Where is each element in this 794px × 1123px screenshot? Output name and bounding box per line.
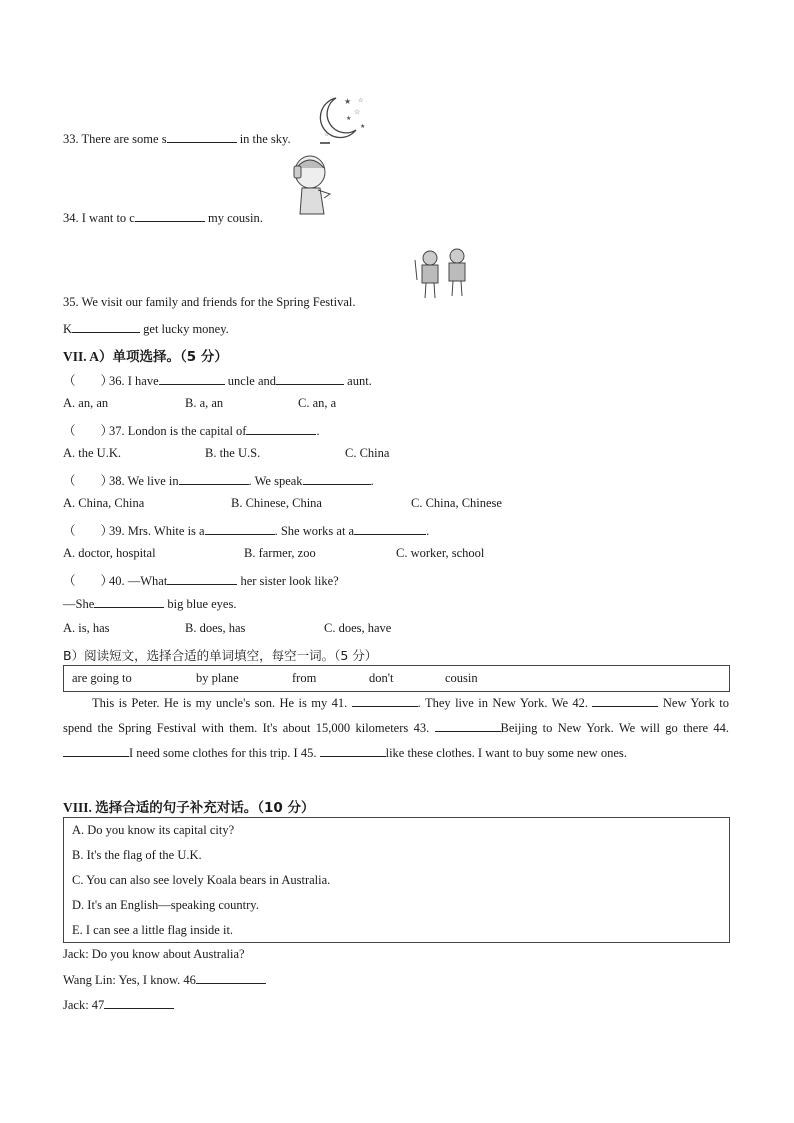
option-a[interactable]: A. an, an — [63, 396, 109, 410]
sentence-option-c: C. You can also see lovely Koala bears in Australia. — [72, 873, 331, 887]
word-box-item: cousin — [445, 671, 478, 685]
answer-blank-47[interactable] — [104, 997, 174, 1009]
section-heading-b: B）阅读短文，选择合适的单词填空，每空一词。（5 分） — [63, 648, 378, 663]
question-36: （ ）36. I have uncle and aunt. — [63, 374, 372, 388]
svg-text:☆: ☆ — [354, 108, 361, 116]
option-a[interactable]: A. doctor, hospital — [63, 546, 156, 560]
question-37: （ ）37. London is the capital of . — [63, 424, 320, 438]
sentence-option-a: A. Do you know its capital city? — [72, 823, 235, 837]
answer-blank[interactable] — [72, 321, 140, 333]
option-b[interactable]: B. does, has — [185, 621, 246, 635]
sentence-option-b: B. It's the flag of the U.K. — [72, 848, 202, 862]
section-heading-viii: VIII. 选择合适的句子补充对话。（10 分） — [63, 800, 315, 816]
word-box-item: don't — [369, 671, 394, 685]
dialog-line-jack-1: Jack: Do you know about Australia? — [63, 947, 245, 961]
dialog-line-wang-lin: Wang Lin: Yes, I know. 46 — [63, 972, 266, 988]
answer-blank[interactable] — [354, 523, 426, 535]
option-a[interactable]: A. is, has — [63, 621, 110, 635]
option-c[interactable]: C. does, have — [324, 621, 392, 635]
sentence-option-e: E. I can see a little flag inside it. — [72, 923, 234, 937]
sentence-options-box — [63, 817, 730, 943]
children-new-year-image — [410, 246, 474, 302]
word-box — [63, 665, 730, 692]
question-40: （ ）40. —What her sister look like? — [63, 574, 339, 588]
answer-blank[interactable] — [167, 131, 237, 143]
option-b[interactable]: B. the U.S. — [205, 446, 261, 460]
word-box-item: are going to — [72, 671, 132, 685]
answer-blank[interactable] — [303, 473, 371, 485]
question-39: （ ）39. Mrs. White is a . She works at a . — [63, 524, 430, 538]
option-b[interactable]: B. farmer, zoo — [244, 546, 316, 560]
option-c[interactable]: C. worker, school — [396, 546, 485, 560]
answer-blank-46[interactable] — [196, 972, 266, 984]
answer-blank-45[interactable] — [320, 745, 386, 757]
question-38: （ ）38. We live in . We speak . — [63, 474, 374, 488]
question-34: 34. I want to c my cousin. — [63, 211, 263, 225]
option-b[interactable]: B. a, an — [185, 396, 224, 410]
option-a[interactable]: A. the U.K. — [63, 446, 121, 460]
answer-blank-44[interactable] — [63, 745, 129, 757]
answer-blank-41[interactable] — [352, 695, 418, 707]
answer-blank[interactable] — [94, 596, 164, 608]
answer-blank[interactable] — [205, 523, 275, 535]
dialog-line-jack-2: Jack: 47 — [63, 997, 174, 1013]
question-33: 33. There are some s in the sky. — [63, 132, 291, 146]
svg-text:☆: ☆ — [358, 98, 364, 104]
svg-text:★: ★ — [346, 116, 352, 122]
word-box-item: from — [292, 671, 317, 685]
sentence-option-d: D. It's an English—speaking country. — [72, 898, 259, 912]
question-35-line1: 35. We visit our family and friends for the Spring Festival. — [63, 295, 356, 309]
girl-on-phone-image — [288, 154, 336, 216]
svg-text:★: ★ — [360, 124, 366, 130]
question-40-line2: —She big blue eyes. — [63, 597, 237, 611]
svg-text:☆: ☆ — [324, 132, 330, 138]
option-c[interactable]: C. an, a — [298, 396, 337, 410]
option-b[interactable]: B. Chinese, China — [231, 496, 322, 510]
section-heading-vii-a: VII. A）单项选择。（5 分） — [63, 349, 228, 365]
option-c[interactable]: C. China, Chinese — [411, 496, 502, 510]
answer-blank[interactable] — [167, 573, 237, 585]
answer-blank[interactable] — [179, 473, 249, 485]
moon-stars-image — [316, 90, 368, 146]
answer-blank[interactable] — [246, 423, 316, 435]
svg-text:★: ★ — [344, 97, 352, 106]
question-35-line2: K get lucky money. — [63, 322, 229, 336]
answer-blank-42[interactable] — [592, 695, 658, 707]
word-box-item: by plane — [196, 671, 239, 685]
answer-blank[interactable] — [135, 210, 205, 222]
answer-blank[interactable] — [159, 373, 225, 385]
answer-blank[interactable] — [276, 373, 344, 385]
reading-passage: This is Peter. He is my uncle's son. He is my 41. . They live in New York. We 42. New York to spend the Spring Festival with them. It's about 15,000 kilometers 43. Beijing to New York. We will go there 44. I need some clothes for this trip. I 45. like these clothes. I want to buy some new ones. — [63, 696, 730, 760]
option-a[interactable]: A. China, China — [63, 496, 145, 510]
answer-blank-43[interactable] — [435, 720, 501, 732]
option-c[interactable]: C. China — [345, 446, 390, 460]
